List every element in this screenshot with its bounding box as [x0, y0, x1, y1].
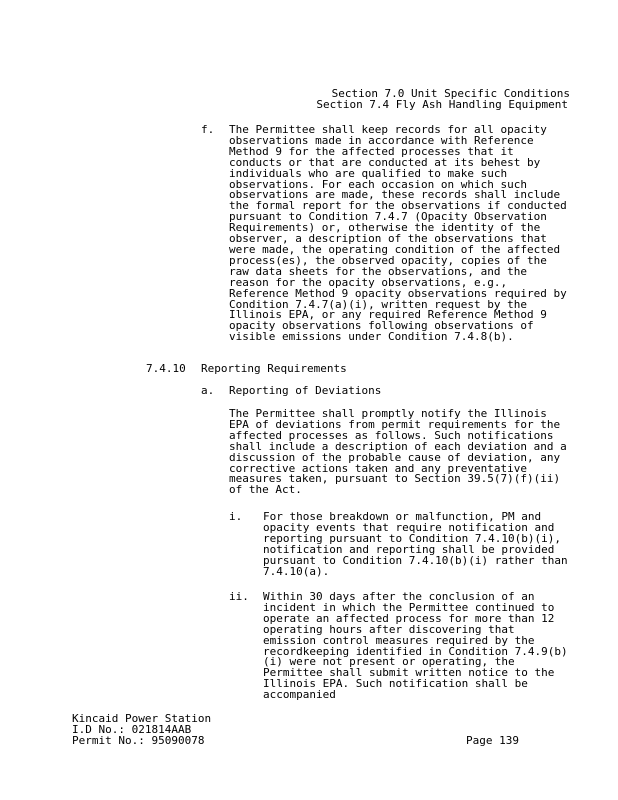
item-f-paragraph: The Permittee shall keep records for all opacity observations made in accordance with Reference Method 9 for the affected processes that it conducts or that are conducted at its behest by individuals who are qualified to make such observations. For each occasion on which such observations are made, these records shall include the formal report for the observations if conducted pursuant to Condition 7.4.7 (Opacity Observation Requirements) or, otherwise the identity of the observer, a description of the observations that were made, the operating condition of the affected process(es), the observed opacity, copies of the raw data sheets for the observations, and the reason for the opacity observations, e.g., Reference Method 9 opacity observations required by Condition 7.4.7(a)(i), written request by the Illinois EPA, or any required Reference Method 9 opacity observations following observations of visible emissions under Condition 7.4.8(b).	[229, 123, 567, 344]
item-a-label: a.	[201, 384, 215, 397]
item-a-title: Reporting of Deviations	[229, 384, 382, 397]
footer-permit-number: Permit No.: 95090078	[72, 734, 205, 747]
item-a-paragraph: The Permittee shall promptly notify the Illinois EPA of deviations from permit requirements for the affected processes as follows. Such notifications shall include a description of each deviation and a discussion of the probable cause of deviation, any corrective actions taken and any preventative measures taken, pursuant to Section 39.5(7)(f)(ii) of the Act.	[229, 407, 567, 497]
item-f-text	[229, 125, 569, 343]
footer-id-number: I.D No.: 021814AAB	[72, 723, 192, 736]
item-i-label: i.	[229, 510, 243, 523]
item-a-text	[229, 409, 569, 496]
item-i-text	[263, 512, 569, 577]
page-number: Page 139	[466, 734, 519, 747]
item-i-paragraph: For those breakdown or malfunction, PM and opacity events that require notification and reporting pursuant to Condition 7.4.10(b)(i), notification and reporting shall be provided pursuant to Condition 7.4.10(b)(i) rather than 7.4.10(a).	[263, 510, 568, 578]
item-ii-paragraph: Within 30 days after the conclusion of an incident in which the Permittee continued to operate an affected process for more than 12 operating hours after discovering that emission control measures required by the recordkeeping identified in Condition 7.4.9(b)(i) were not present or operating, the Permittee shall submit written notice to the Illinois EPA. Such notification shall be accompanied	[263, 590, 568, 702]
item-ii-text	[263, 592, 569, 701]
section-title: Reporting Requirements	[201, 362, 347, 375]
item-f-label: f.	[201, 123, 215, 136]
item-ii-label: ii.	[229, 590, 249, 603]
section-header-2: Section 7.4 Fly Ash Handling Equipment	[316, 98, 568, 111]
footer-facility: Kincaid Power Station	[72, 712, 212, 725]
section-number: 7.4.10	[146, 362, 186, 375]
section-header-1: Section 7.0 Unit Specific Conditions	[331, 87, 570, 100]
